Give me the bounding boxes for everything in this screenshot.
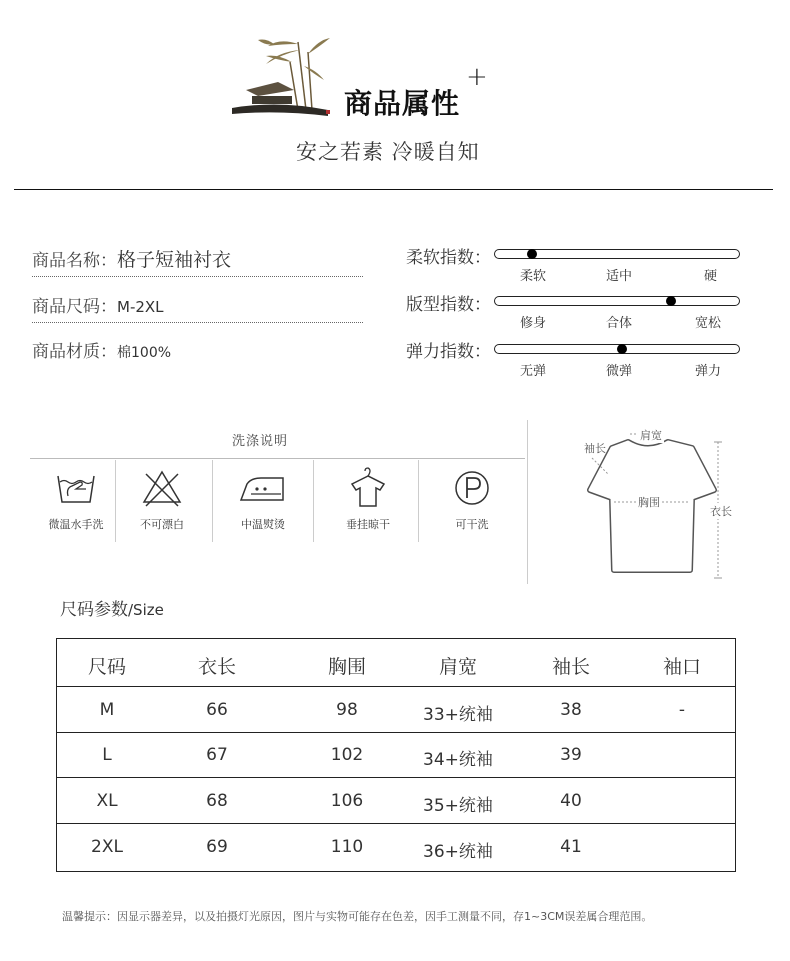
- table-header-length: 衣长: [197, 656, 236, 678]
- table-header-sleeve: 袖长: [551, 656, 590, 678]
- table-cell: 35+统袖: [423, 796, 493, 816]
- wash-label-iron: 中温熨烫: [241, 518, 285, 531]
- wash-item-dry-clean: [422, 460, 522, 542]
- dotted-divider: [32, 276, 363, 277]
- attr-material-key: 商品材质：: [32, 342, 117, 362]
- table-cell: 69: [206, 837, 228, 857]
- softness-tick-1: 柔软: [520, 269, 547, 284]
- divider: [14, 189, 773, 190]
- table-cell: 40: [560, 791, 582, 811]
- softness-tick-2: 适中: [606, 269, 633, 284]
- page-subtitle: 安之若素 冷暖自知: [296, 140, 480, 164]
- table-cell: 38: [560, 700, 582, 720]
- size-section-title: [60, 595, 164, 620]
- fit-label: 版型指数：: [406, 295, 491, 315]
- slider-marker: [527, 249, 537, 259]
- table-cell: 2XL: [91, 837, 123, 857]
- fit-tick-2: 合体: [606, 316, 633, 331]
- wash-title: 洗涤说明: [232, 434, 289, 449]
- softness-track: [494, 249, 740, 259]
- table-cell: 33+统袖: [423, 705, 493, 725]
- divider: [57, 686, 735, 687]
- chest-label: 胸围: [638, 496, 660, 509]
- fit-tick-3: 宽松: [695, 316, 722, 331]
- fit-tick-1: 修身: [520, 316, 547, 331]
- table-header-chest: 胸围: [327, 656, 366, 678]
- table-cell: 106: [330, 791, 364, 811]
- attr-material-value: 棉100%: [117, 345, 172, 361]
- attr-material: [32, 337, 171, 362]
- size-table: [56, 638, 736, 872]
- table-cell: 110: [330, 837, 364, 857]
- size-title-text: 尺码参数: [60, 600, 128, 620]
- table-cell: -: [678, 700, 686, 720]
- table-cell: L: [102, 745, 112, 765]
- table-cell: 41: [560, 837, 582, 857]
- table-cell: 36+统袖: [423, 842, 493, 862]
- table-header-shoulder: 肩宽: [438, 656, 477, 678]
- wash-item-no-bleach: [112, 460, 212, 542]
- elasticity-track: [494, 344, 740, 354]
- table-header-size: 尺码: [87, 656, 126, 678]
- softness-tick-3: 硬: [704, 269, 718, 284]
- wash-label-hand-wash: 微温水手洗: [48, 518, 104, 531]
- table-cell: 67: [206, 745, 228, 765]
- wash-label-no-bleach: 不可漂白: [140, 518, 184, 531]
- table-cell: M: [99, 700, 115, 720]
- divider: [57, 823, 735, 824]
- wash-item-hang-dry: [318, 460, 418, 542]
- table-cell: 39: [560, 745, 582, 765]
- page-title: 商品属性: [344, 87, 461, 120]
- table-cell: 102: [330, 745, 364, 765]
- wash-item-iron: [213, 460, 313, 542]
- no-bleach-icon: [140, 466, 184, 510]
- attr-name-key: 商品名称：: [32, 251, 117, 271]
- elasticity-tick-2: 微弹: [606, 364, 633, 379]
- table-cell: 34+统袖: [423, 750, 493, 770]
- length-label: 衣长: [710, 505, 732, 518]
- elasticity-label: 弹力指数：: [406, 342, 491, 362]
- fit-track: [494, 296, 740, 306]
- slider-marker: [666, 296, 676, 306]
- plus-decoration: +: [466, 62, 488, 92]
- dotted-divider: [32, 322, 363, 323]
- table-cell: XL: [96, 791, 118, 811]
- table-header-cuff: 袖口: [662, 656, 701, 678]
- table-cell: 66: [206, 700, 228, 720]
- attr-size-key: 商品尺码：: [32, 297, 117, 317]
- size-title-suffix: /Size: [128, 601, 164, 619]
- footnote: 温馨提示：因显示器差异，以及拍摄灯光原因，图片与实物可能存在色差，因手工测量不同，存1~3CM误差属合理范围。: [62, 910, 653, 923]
- table-cell: 68: [206, 791, 228, 811]
- divider: [57, 777, 735, 778]
- hand-wash-icon: [54, 466, 98, 510]
- divider: [30, 458, 525, 459]
- attr-size-value: M-2XL: [117, 298, 164, 316]
- divider: [57, 732, 735, 733]
- divider: [313, 460, 314, 542]
- sleeve-label: 袖长: [584, 442, 606, 455]
- dry-clean-icon: [450, 466, 494, 510]
- attr-name-value: 格子短袖衬衣: [117, 249, 232, 271]
- bamboo-pavilion-logo: [228, 32, 332, 122]
- attr-size: [32, 292, 164, 317]
- wash-label-dry-clean: 可干洗: [455, 518, 489, 531]
- iron-medium-icon: [237, 466, 289, 510]
- wash-item-hand-wash: [26, 460, 126, 542]
- attr-name: [32, 245, 231, 272]
- shoulder-label: 肩宽: [640, 429, 662, 442]
- wash-label-hang-dry: 垂挂晾干: [346, 518, 390, 531]
- softness-label: 柔软指数：: [406, 248, 491, 268]
- table-cell: 98: [336, 700, 358, 720]
- elasticity-tick-3: 弹力: [695, 364, 722, 379]
- elasticity-tick-1: 无弹: [520, 364, 547, 379]
- slider-marker: [617, 344, 627, 354]
- divider: [418, 460, 419, 542]
- shirt-measure-diagram: [568, 420, 768, 588]
- divider: [527, 420, 528, 584]
- hang-dry-icon: [346, 466, 390, 510]
